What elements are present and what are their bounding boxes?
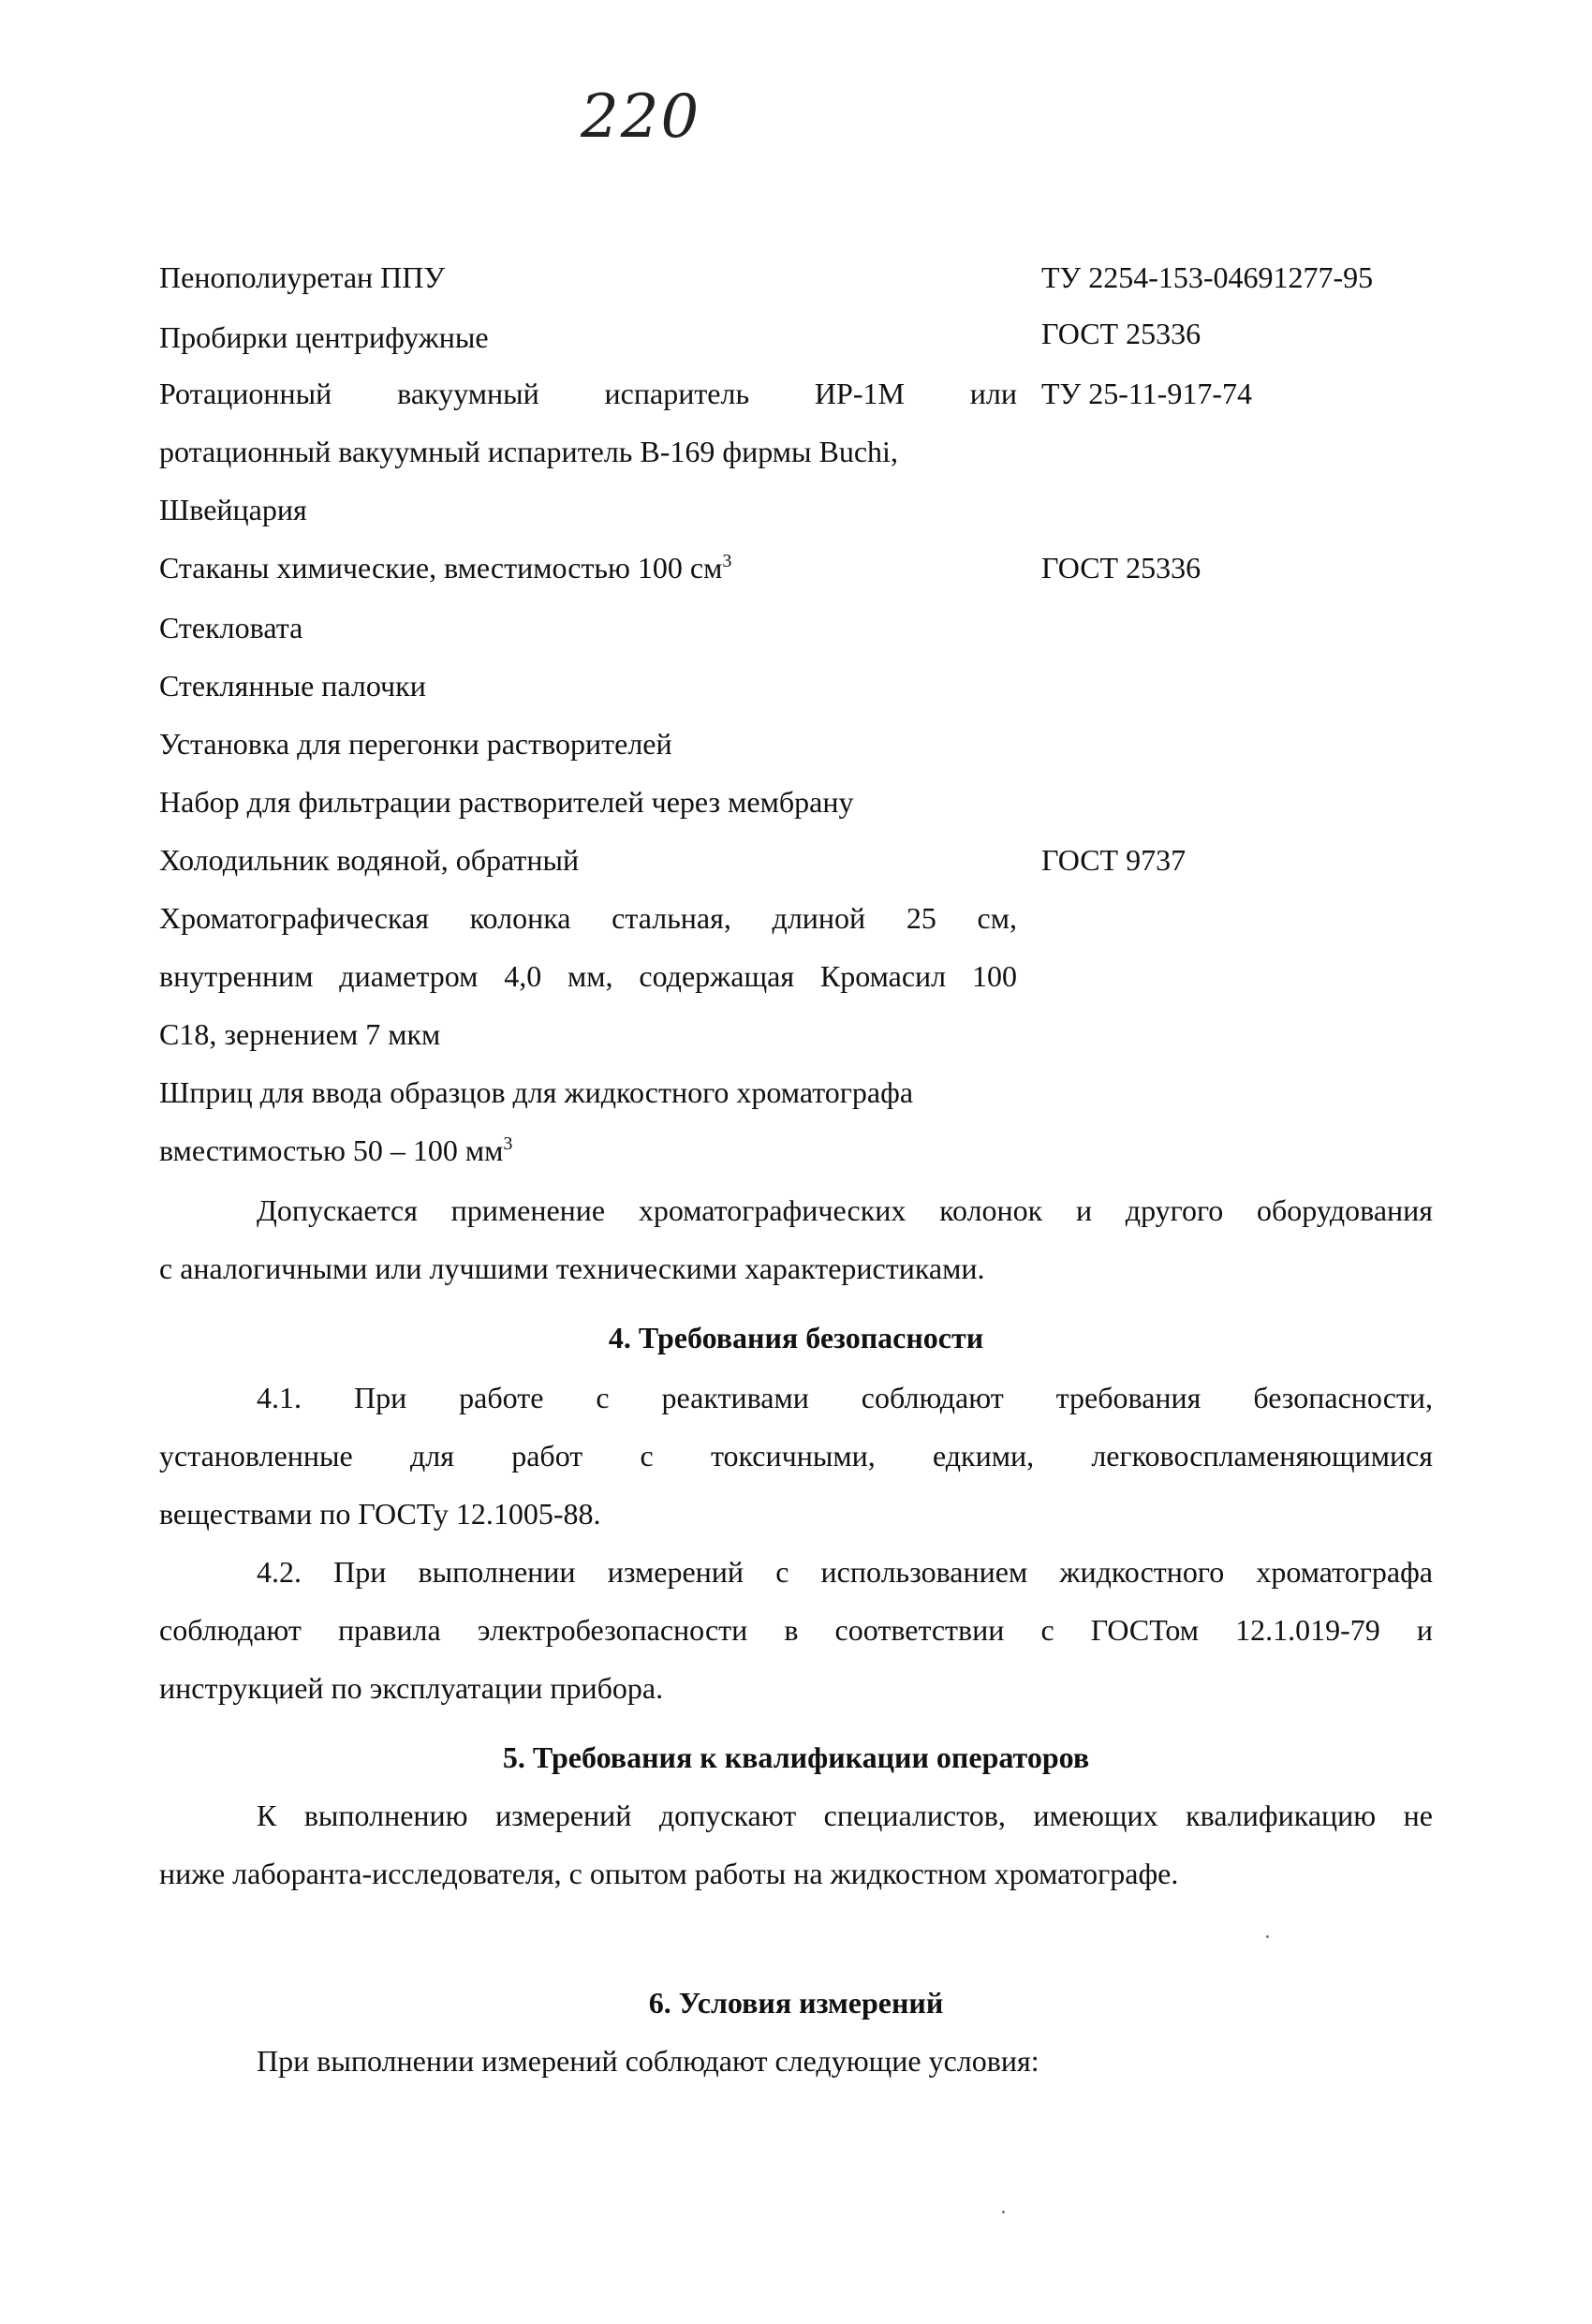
equipment-item-tubes: Пробирки центрифужные [159, 320, 489, 354]
equipment-item-evaporator-line2: ротационный вакуумный испаритель В-169 фирмы Buchi, [159, 435, 898, 468]
superscript-cube: 3 [722, 551, 732, 571]
equipment-item-column-line1: Хроматографическая колонка стальная, длиной 25 см, [159, 901, 1017, 935]
section-5-p1-line2: ниже лаборанта-исследователя, с опытом работы на жидкостном хроматографе. [159, 1857, 1179, 1890]
equipment-item-syringe-line2: вместимостью 50 – 100 $мм^3$ [159, 1133, 513, 1167]
equipment-item-beakers: Стаканы химические, вместимостью 100 $см^3$ [159, 551, 732, 585]
section-4-p2-line1: 4.2. При выполнении измерений с использованием жидкостного хроматографа [257, 1555, 1433, 1589]
allowance-line1: Допускается применение хроматографических колонок и другого оборудования [257, 1193, 1433, 1227]
handwritten-page-number: 220 [581, 82, 701, 152]
equipment-standard-condenser: ГОСТ 9737 [1041, 843, 1187, 877]
equipment-item-column-line3: С18, зернением 7 мкм [159, 1017, 441, 1051]
section-6-title: 6. Условия измерений [648, 1986, 944, 2020]
equipment-item-syringe-line1: Шприц для ввода образцов для жидкостного хроматографа [159, 1075, 914, 1109]
equipment-standard-evaporator: ТУ 25-11-917-74 [1041, 377, 1252, 410]
section-4-p1-line1: 4.1. При работе с реактивами соблюдают требования безопасности, [257, 1381, 1433, 1414]
section-4-p1-line3: веществами по ГОСТу 12.1005-88. [159, 1497, 601, 1531]
equipment-standard-beakers: ГОСТ 25336 [1041, 551, 1201, 585]
equipment-standard-tubes: ГОСТ 25336 [1041, 317, 1201, 350]
equipment-item-ppu: Пенополиуретан ППУ [159, 260, 446, 294]
allowance-line2: с аналогичными или лучшими техническими характеристиками. [159, 1251, 985, 1285]
superscript-cube: 3 [503, 1133, 513, 1154]
equipment-item-evaporator-line3: Швейцария [159, 493, 307, 526]
equipment-item-glasswool: Стекловата [159, 611, 303, 644]
section-5-title: 5. Требования к квалификации операторов [502, 1740, 1090, 1774]
section-4-p1-line2: установленные для работ с токсичными, едкими, легковоспламеняющимися [159, 1439, 1433, 1473]
equipment-item-evaporator-line1: Ротационный вакуумный испаритель ИР-1М или [159, 377, 1017, 410]
equipment-standard-ppu: ТУ 2254-153-04691277-95 [1041, 260, 1374, 294]
section-6-p1: При выполнении измерений соблюдают следующие условия: [257, 2044, 1039, 2078]
section-4-p2-line2: соблюдают правила электробезопасности в соответствии с ГОСТом 12.1.019-79 и [159, 1613, 1433, 1647]
equipment-item-condenser: Холодильник водяной, обратный [159, 843, 580, 877]
scan-speck [1266, 1935, 1269, 1938]
section-4-p2-line3: инструкцией по эксплуатации прибора. [159, 1671, 664, 1705]
equipment-item-filtration: Набор для фильтрации растворителей через мембрану [159, 785, 854, 819]
section-5-p1-line1: К выполнению измерений допускают специалистов, имеющих квалификацию не [257, 1799, 1433, 1832]
equipment-item-column-line2: внутренним диаметром 4,0 мм, содержащая Кромасил 100 [159, 959, 1017, 993]
equipment-item-glass-rods: Стеклянные палочки [159, 669, 426, 703]
scan-speck [1002, 2211, 1005, 2213]
section-4-title: 4. Требования безопасности [608, 1321, 984, 1354]
equipment-item-distillation: Установка для перегонки растворителей [159, 727, 672, 761]
